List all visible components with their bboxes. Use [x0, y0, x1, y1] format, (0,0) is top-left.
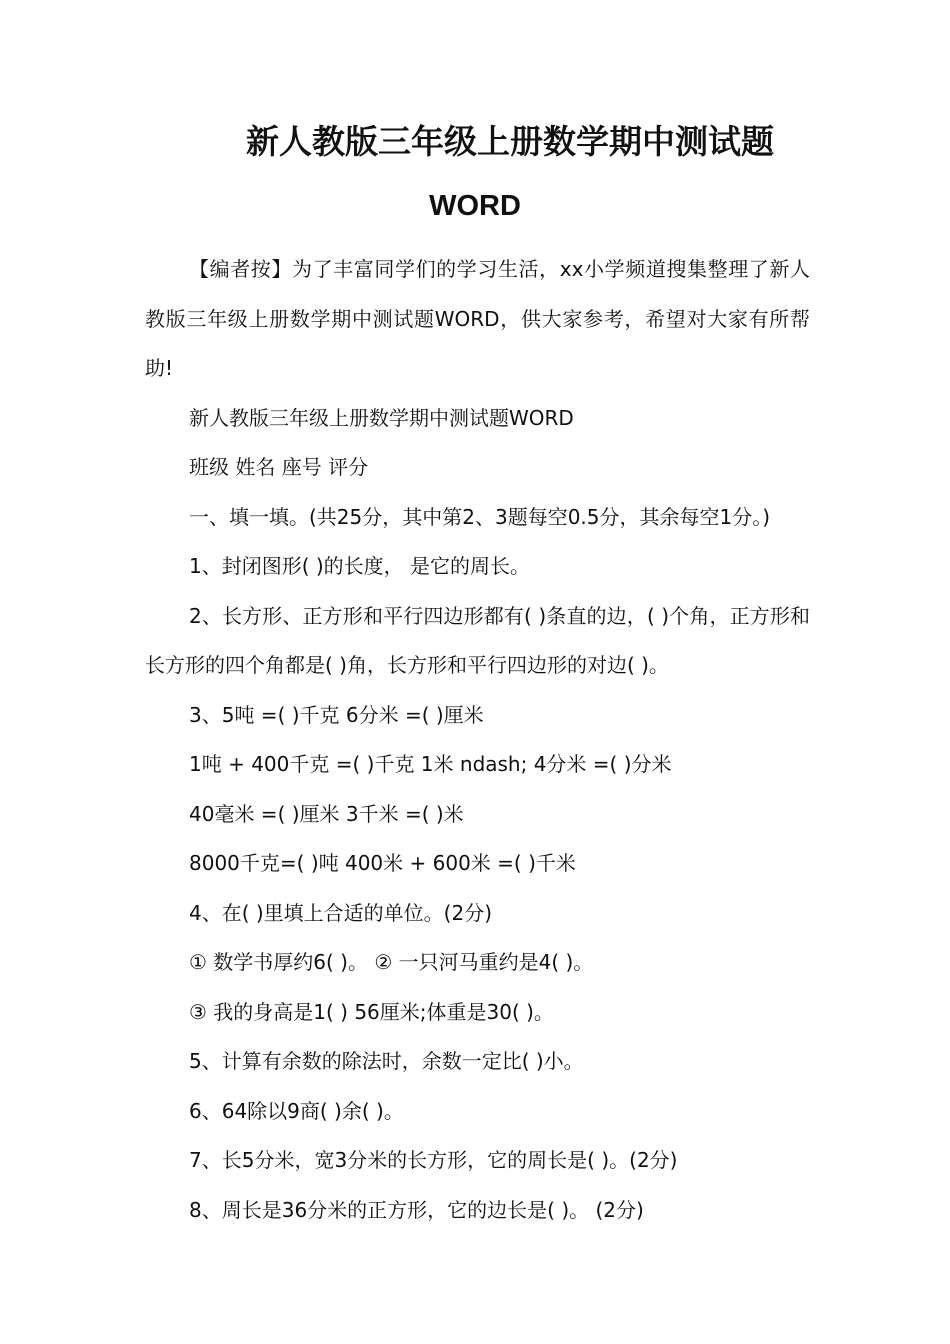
question-4-item-1-2: ① 数学书厚约6( )。 ② 一只河马重约是4( )。: [189, 950, 594, 974]
question-2: 2、长方形、正方形和平行四边形都有( )条直的边，( )个角，正方形和长方形的四个角都是( )角，长方形和平行四边形的对边( )。: [145, 603, 810, 677]
paragraph-class-info: 班级 姓名 座号 评分: [189, 455, 369, 479]
question-3-line-1: 3、5吨 =( )千克 6分米 =( )厘米: [189, 702, 484, 727]
question-3-line-3: 40毫米 =( )厘米 3千米 =( )米: [189, 801, 464, 826]
document-body: [145, 245, 810, 1235]
document-subtitle: WORD: [429, 190, 521, 222]
question-6: 6、64除以9商( )余( )。: [189, 1098, 404, 1123]
question-4-item-3: ③ 我的身高是1( ) 56厘米;体重是30( )。: [189, 999, 554, 1024]
question-5: 5、计算有余数的除法时，余数一定比( )小。: [189, 1049, 584, 1073]
paragraph-test-title: 新人教版三年级上册数学期中测试题WORD: [189, 405, 574, 430]
editor-note-paragraph: 【编者按】为了丰富同学们的学习生活，xx小学频道搜集整理了新人教版三年级上册数学期中测试题WORD，供大家参考，希望对大家有所帮助!: [145, 257, 810, 380]
question-3-line-4: 8000千克=( )吨 400米 + 600米 =( )千米: [189, 851, 576, 875]
question-7: 7、长5分米，宽3分米的长方形，它的周长是( )。(2分): [189, 1148, 678, 1172]
question-1: 1、封闭图形( )的长度， 是它的周长。: [189, 554, 531, 578]
question-3-line-2: 1吨 + 400千克 =( )千克 1米 ndash; 4分米 =( )分米: [189, 752, 672, 776]
question-4: 4、在( )里填上合适的单位。(2分): [189, 900, 493, 925]
document-title: 新人教版三年级上册数学期中测试题: [246, 122, 774, 161]
section-heading-fill-in: 一、填一填。(共25分，其中第2、3题每空0.5分，其余每空1分。): [189, 504, 771, 529]
question-8: 8、周长是36分米的正方形，它的边长是( )。 (2分): [189, 1197, 644, 1222]
